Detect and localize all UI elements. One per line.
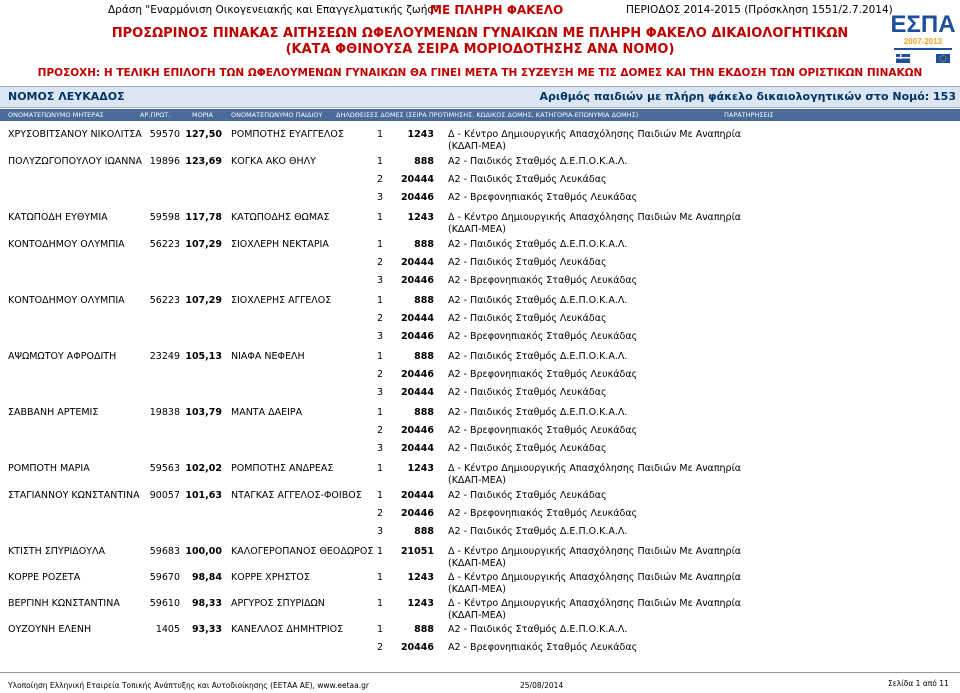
child-name: ΚΟΓΚΑ ΑΚΟ ΘΗΛΥ — [231, 156, 316, 167]
protocol-number: 19838 — [149, 407, 180, 418]
mother-name: ΟΥΖΟΥΝΗ ΕΛΕΝΗ — [8, 624, 92, 635]
structure-name: Α2 - Παιδικός Σταθμός Δ.Ε.Π.Ο.Κ.Α.Λ. — [448, 156, 628, 167]
structure-name: (ΚΔΑΠ-ΜΕΑ) — [448, 584, 506, 595]
child-name: ΣΙΟΧΛΕΡΗΣ ΑΓΓΕΛΟΣ — [231, 295, 332, 306]
mother-name: ΚΟΝΤΟΔΗΜΟΥ ΟΛΥΜΠΙΑ — [8, 295, 125, 306]
protocol-number: 59683 — [149, 546, 180, 557]
table-row — [0, 129, 960, 141]
preference-rank: 1 — [377, 239, 384, 250]
structure-name: Α2 - Βρεφονηπιακός Σταθμός Λευκάδας — [448, 331, 638, 342]
structure-name: Α2 - Παιδικός Σταθμός Δ.Ε.Π.Ο.Κ.Α.Λ. — [448, 624, 628, 635]
mother-name: ΚΤΙΣΤΗ ΣΠΥΡΙΔΟΥΛΑ — [8, 546, 106, 557]
structure-code: 888 — [414, 351, 434, 362]
preference-rank: 1 — [377, 572, 384, 583]
structure-code: 1243 — [407, 572, 434, 583]
table-row — [0, 642, 960, 654]
structure-code: 888 — [414, 156, 434, 167]
child-name: ΑΡΓΥΡΟΣ ΣΠΥΡΙΔΩΝ — [231, 598, 325, 609]
child-name: ΝΙΑΦΑ ΝΕΦΕΛΗ — [231, 351, 305, 362]
preference-rank: 1 — [377, 156, 384, 167]
mother-name: ΣΤΑΓΙΑΝΝΟΥ ΚΩΝΣΤΑΝΤΙΝΑ — [8, 490, 140, 501]
table-row — [0, 463, 960, 475]
table-row — [0, 584, 960, 596]
structure-name: (ΚΔΑΠ-ΜΕΑ) — [448, 610, 506, 621]
table-row — [0, 526, 960, 538]
footer-date: 25/08/2014 — [520, 681, 564, 690]
score: 127,50 — [185, 129, 222, 140]
table-row — [0, 141, 960, 153]
score: 117,78 — [185, 212, 222, 223]
protocol-number: 59598 — [149, 212, 180, 223]
child-name: ΡΟΜΠΟΤΗΣ ΕΥΑΓΓΕΛΟΣ — [231, 129, 344, 140]
structure-name: Α2 - Βρεφονηπιακός Σταθμός Λευκάδας — [448, 642, 638, 653]
structure-code: 888 — [414, 239, 434, 250]
table-row — [0, 212, 960, 224]
child-name: ΚΑΤΩΠΟΔΗΣ ΘΩΜΑΣ — [231, 212, 330, 223]
preference-rank: 3 — [377, 387, 384, 398]
structure-code: 1243 — [407, 463, 434, 474]
mother-name: ΚΟΝΤΟΔΗΜΟΥ ΟΛΥΜΠΙΑ — [8, 239, 125, 250]
structure-name: Α2 - Παιδικός Σταθμός Δ.Ε.Π.Ο.Κ.Α.Λ. — [448, 351, 628, 362]
score: 107,29 — [185, 295, 222, 306]
preference-rank: 1 — [377, 463, 384, 474]
espa-logo-text: ΕΣΠΑ — [890, 11, 956, 38]
footer-implementer: Υλοποίηση Ελληνική Εταιρεία Τοπικής Ανάπτυξης και Αυτοδιοίκησης (ΕΕΤΑΑ ΑΕ), www.eetaa.gr — [8, 681, 369, 690]
structure-code: 888 — [414, 526, 434, 537]
table-row — [0, 275, 960, 287]
mother-name: ΠΟΛΥΖΩΓΟΠΟΥΛΟΥ ΙΩΑΝΝΑ — [8, 156, 142, 167]
preference-rank: 2 — [377, 425, 384, 436]
structure-name: Δ - Κέντρο Δημιουργικής Απασχόλησης Παιδιών Με Αναπηρία — [448, 546, 742, 557]
children-count: Αριθμός παιδιών με πλήρη φάκελο δικαιολογητικών στο Νομό: 153 — [539, 90, 956, 103]
structure-name: Δ - Κέντρο Δημιουργικής Απασχόλησης Παιδιών Με Αναπηρία — [448, 129, 742, 140]
preference-rank: 1 — [377, 490, 384, 501]
table-row — [0, 313, 960, 325]
structure-name: Α2 - Βρεφονηπιακός Σταθμός Λευκάδας — [448, 425, 638, 436]
structure-name: Δ - Κέντρο Δημιουργικής Απασχόλησης Παιδιών Με Αναπηρία — [448, 463, 742, 474]
score: 100,00 — [185, 546, 222, 557]
structure-name: (ΚΔΑΠ-ΜΕΑ) — [448, 141, 506, 152]
protocol-number: 59570 — [149, 129, 180, 140]
structure-name: Δ - Κέντρο Δημιουργικής Απασχόλησης Παιδιών Με Αναπηρία — [448, 572, 742, 583]
protocol-number: 59670 — [149, 572, 180, 583]
child-name: ΝΤΑΓΚΑΣ ΑΓΓΕΛΟΣ-ΦΟΙΒΟΣ — [231, 490, 362, 501]
table-row — [0, 546, 960, 558]
warning-notice: ΠΡΟΣΟΧΗ: Η ΤΕΛΙΚΗ ΕΠΙΛΟΓΗ ΤΩΝ ΩΦΕΛΟΥΜΕΝΩΝ ΓΥΝΑΙΚΩΝ ΘΑ ΓΙΝΕΙ ΜΕΤΑ ΤΗ ΣΥΖΕΥΞΗ ΜΕ ΤΙΣ ΔΟΜΕΣ ΚΑΙ ΤΗΝ ΕΚΔΟΣΗ ΤΩΝ ΟΡΙΣΤΙΚΩΝ ΠΙΝΑΚΩΝ — [37, 67, 923, 79]
protocol-number: 56223 — [149, 295, 180, 306]
preference-rank: 2 — [377, 369, 384, 380]
preference-rank: 1 — [377, 407, 384, 418]
table-row — [0, 598, 960, 610]
structure-name: Α2 - Παιδικός Σταθμός Λευκάδας — [448, 490, 607, 501]
table-row — [0, 331, 960, 343]
col-ar: ΑΡ.ΠΡΩΤ. — [140, 111, 171, 119]
structure-name: Α2 - Βρεφονηπιακός Σταθμός Λευκάδας — [448, 508, 638, 519]
preference-rank: 2 — [377, 174, 384, 185]
table-row — [0, 295, 960, 307]
structure-name: Α2 - Παιδικός Σταθμός Λευκάδας — [448, 443, 607, 454]
structure-code: 20446 — [400, 275, 434, 286]
preference-rank: 2 — [377, 642, 384, 653]
table-row — [0, 624, 960, 636]
preference-rank: 1 — [377, 598, 384, 609]
table-row — [0, 572, 960, 584]
full-file-label: ΜΕ ΠΛΗΡΗ ΦΑΚΕΛΟ — [430, 3, 564, 17]
score: 98,84 — [191, 572, 222, 583]
protocol-number: 56223 — [149, 239, 180, 250]
structure-code: 20446 — [400, 642, 434, 653]
table-row — [0, 558, 960, 570]
table-row — [0, 443, 960, 455]
structure-name: Α2 - Παιδικός Σταθμός Δ.Ε.Π.Ο.Κ.Α.Λ. — [448, 526, 628, 537]
preference-rank: 1 — [377, 212, 384, 223]
mother-name: ΧΡΥΣΟΒΙΤΣΑΝΟΥ ΝΙΚΟΛΙΤΣΑ — [8, 129, 142, 140]
mother-name: ΒΕΡΓΙΝΗ ΚΩΝΣΤΑΝΤΙΝΑ — [8, 598, 120, 609]
preference-rank: 3 — [377, 443, 384, 454]
score: 101,63 — [185, 490, 222, 501]
structure-name: Α2 - Παιδικός Σταθμός Δ.Ε.Π.Ο.Κ.Α.Λ. — [448, 295, 628, 306]
mother-name: ΚΟΡΡΕ ΡΟΖΕΤΑ — [8, 572, 81, 583]
protocol-number: 59610 — [149, 598, 180, 609]
col-remarks: ΠΑΡΑΤΗΡΗΣΕΙΣ — [724, 111, 774, 119]
table-row — [0, 239, 960, 251]
preference-rank: 3 — [377, 526, 384, 537]
structure-name: Α2 - Παιδικός Σταθμός Λευκάδας — [448, 257, 607, 268]
preference-rank: 2 — [377, 257, 384, 268]
structure-code: 20446 — [400, 508, 434, 519]
table-row — [0, 192, 960, 204]
structure-code: 20446 — [400, 192, 434, 203]
mother-name: ΚΑΤΩΠΟΔΗ ΕΥΘΥΜΙΑ — [8, 212, 108, 223]
structure-name: Α2 - Βρεφονηπιακός Σταθμός Λευκάδας — [448, 192, 638, 203]
preference-rank: 1 — [377, 546, 384, 557]
footer-page: Σελίδα 1 από 11 — [888, 679, 949, 688]
preference-rank: 1 — [377, 295, 384, 306]
col-child: ΟΝΟΜΑΤΕΠΩΝΥΜΟ ΠΑΙΔΙΟΥ — [231, 111, 323, 119]
mother-name: ΣΑΒΒΑΝΗ ΑΡΤΕΜΙΣ — [8, 407, 99, 418]
structure-code: 20446 — [400, 331, 434, 342]
report-title: ΠΡΟΣΩΡΙΝΟΣ ΠΙΝΑΚΑΣ ΑΙΤΗΣΕΩΝ ΩΦΕΛΟΥΜΕΝΩΝ ΓΥΝΑΙΚΩΝ ΜΕ ΠΛΗΡΗ ΦΑΚΕΛΟ ΔΙΚΑΙΟΛΟΓΗΤΙΚΩΝ — [111, 26, 849, 41]
table-row — [0, 407, 960, 419]
protocol-number: 1405 — [155, 624, 180, 635]
structure-code: 20444 — [400, 174, 434, 185]
structure-name: (ΚΔΑΠ-ΜΕΑ) — [448, 558, 506, 569]
nomos-name: ΝΟΜΟΣ ΛΕΥΚΑΔΟΣ — [8, 90, 125, 103]
structure-name: Α2 - Παιδικός Σταθμός Δ.Ε.Π.Ο.Κ.Α.Λ. — [448, 407, 628, 418]
structure-name: Α2 - Παιδικός Σταθμός Λευκάδας — [448, 387, 607, 398]
preference-rank: 2 — [377, 313, 384, 324]
structure-code: 1243 — [407, 598, 434, 609]
table-row — [0, 425, 960, 437]
score: 105,13 — [185, 351, 222, 362]
column-header — [0, 109, 960, 121]
espa-logo-years: 2007-2013 — [903, 37, 943, 46]
structure-code: 20444 — [400, 313, 434, 324]
mother-name: ΑΨΩΜΩΤΟΥ ΑΦΡΟΔΙΤΗ — [8, 351, 117, 362]
table-row — [0, 508, 960, 520]
table-row — [0, 490, 960, 502]
structure-name: (ΚΔΑΠ-ΜΕΑ) — [448, 475, 506, 486]
structure-name: Α2 - Παιδικός Σταθμός Λευκάδας — [448, 313, 607, 324]
preference-rank: 3 — [377, 192, 384, 203]
score: 103,79 — [185, 407, 222, 418]
child-name: ΚΑΛΟΓΕΡΟΠΑΝΟΣ ΘΕΟΔΩΡΟΣ — [231, 546, 374, 557]
structure-code: 1243 — [407, 212, 434, 223]
table-row — [0, 351, 960, 363]
structure-name: Α2 - Βρεφονηπιακός Σταθμός Λευκάδας — [448, 369, 638, 380]
col-structures: ΔΗΛΩΘΕΙΣΕΣ ΔΟΜΕΣ (ΣΕΙΡΑ ΠΡΟΤΙΜΗΣΗΣ, ΚΩΔΙΚΟΣ ΔΟΜΗΣ, ΚΑΤΗΓΟΡΙΑ-ΕΠΩΝΥΜΙΑ ΔΟΜΗΣ) — [336, 111, 639, 119]
structure-code: 21051 — [400, 546, 434, 557]
structure-name: Α2 - Παιδικός Σταθμός Δ.Ε.Π.Ο.Κ.Α.Λ. — [448, 239, 628, 250]
table-row — [0, 257, 960, 269]
preference-rank: 1 — [377, 624, 384, 635]
structure-name: (ΚΔΑΠ-ΜΕΑ) — [448, 224, 506, 235]
structure-name: Δ - Κέντρο Δημιουργικής Απασχόλησης Παιδιών Με Αναπηρία — [448, 598, 742, 609]
structure-code: 20446 — [400, 369, 434, 380]
score: 102,02 — [185, 463, 222, 474]
table-row — [0, 475, 960, 487]
mother-name: ΡΟΜΠΟΤΗ ΜΑΡΙΑ — [8, 463, 90, 474]
protocol-number: 19896 — [149, 156, 180, 167]
preference-rank: 3 — [377, 275, 384, 286]
col-mother: ΟΝΟΜΑΤΕΠΩΝΥΜΟ ΜΗΤΕΡΑΣ — [8, 111, 104, 119]
structure-code: 20444 — [400, 490, 434, 501]
structure-code: 888 — [414, 624, 434, 635]
structure-code: 1243 — [407, 129, 434, 140]
table-row — [0, 387, 960, 399]
table-row — [0, 610, 960, 622]
preference-rank: 3 — [377, 331, 384, 342]
structure-code: 888 — [414, 407, 434, 418]
preference-rank: 2 — [377, 508, 384, 519]
structure-name: Α2 - Βρεφονηπιακός Σταθμός Λευκάδας — [448, 275, 638, 286]
structure-code: 20444 — [400, 257, 434, 268]
structure-code: 20444 — [400, 387, 434, 398]
child-name: ΚΑΝΕΛΛΟΣ ΔΗΜΗΤΡΙΟΣ — [231, 624, 344, 635]
table-row — [0, 174, 960, 186]
table-row — [0, 369, 960, 381]
protocol-number: 59563 — [149, 463, 180, 474]
table-row — [0, 156, 960, 168]
structure-code: 20444 — [400, 443, 434, 454]
structure-code: 20446 — [400, 425, 434, 436]
program-title: Δράση "Εναρμόνιση Οικογενειακής και Επαγγελματικής ζωής" — [108, 4, 439, 16]
child-name: ΜΑΝΤΑ ΔΑΕΙΡΑ — [231, 407, 303, 418]
child-name: ΡΟΜΠΟΤΗΣ ΑΝΔΡΕΑΣ — [231, 463, 334, 474]
structure-name: Δ - Κέντρο Δημιουργικής Απασχόλησης Παιδιών Με Αναπηρία — [448, 212, 742, 223]
table-row — [0, 224, 960, 236]
col-score: ΜΟΡΙΑ — [192, 111, 214, 119]
preference-rank: 1 — [377, 351, 384, 362]
child-name: ΚΟΡΡΕ ΧΡΗΣΤΟΣ — [231, 572, 310, 583]
protocol-number: 90057 — [149, 490, 180, 501]
score: 123,69 — [185, 156, 222, 167]
structure-name: Α2 - Παιδικός Σταθμός Λευκάδας — [448, 174, 607, 185]
structure-code: 888 — [414, 295, 434, 306]
score: 93,33 — [191, 624, 222, 635]
period-label: ΠΕΡΙΟΔΟΣ 2014-2015 (Πρόσκληση 1551/2.7.2014) — [626, 4, 893, 16]
nomos-bar — [0, 86, 960, 108]
report-subtitle: (ΚΑΤΑ ΦΘΙΝΟΥΣΑ ΣΕΙΡΑ ΜΟΡΙΟΔΟΤΗΣΗΣ ΑΝΑ ΝΟΜΟ) — [285, 42, 675, 57]
preference-rank: 1 — [377, 129, 384, 140]
footer — [0, 672, 960, 693]
child-name: ΣΙΟΧΛΕΡΗ ΝΕΚΤΑΡΙΑ — [231, 239, 329, 250]
score: 107,29 — [185, 239, 222, 250]
score: 98,33 — [191, 598, 222, 609]
protocol-number: 23249 — [149, 351, 180, 362]
